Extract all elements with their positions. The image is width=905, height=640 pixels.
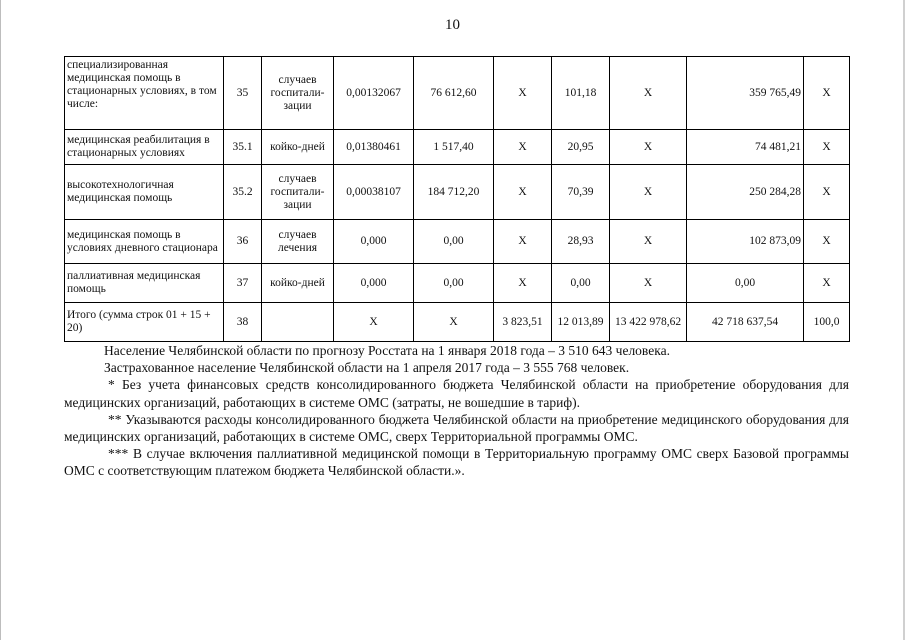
row-cell: 0,00 bbox=[414, 264, 494, 303]
row-cell: 184 712,20 bbox=[414, 165, 494, 220]
footnote-3: *** В случае включения паллиативной медицинской помощи в Территориальную программу ОМС сверх Базовой программы ОМС с соответствующим платежом бюджета Челябинской области.». bbox=[64, 446, 849, 479]
population-note: Население Челябинской области по прогнозу Росстата на 1 января 2018 года – 3 510 643 человека. bbox=[104, 343, 670, 358]
row-cell: 0,000 bbox=[334, 264, 414, 303]
table-row bbox=[65, 264, 850, 303]
scan-edge-left bbox=[0, 0, 1, 640]
row-unit bbox=[262, 303, 334, 342]
row-unit: случаев госпитали-зации bbox=[262, 165, 334, 220]
row-code: 36 bbox=[224, 220, 262, 264]
row-cell: 0,01380461 bbox=[334, 130, 414, 165]
row-cell: X bbox=[610, 165, 687, 220]
row-cell: 70,39 bbox=[552, 165, 610, 220]
table-row bbox=[65, 130, 850, 165]
row-cell: X bbox=[414, 303, 494, 342]
row-name: паллиативная медицинская помощь bbox=[65, 264, 224, 303]
row-name: Итого (сумма строк 01 + 15 + 20) bbox=[65, 303, 224, 342]
row-cell: 359 765,49 bbox=[687, 57, 804, 130]
row-unit: случаев лечения bbox=[262, 220, 334, 264]
row-cell: 0,000 bbox=[334, 220, 414, 264]
row-cell: 74 481,21 bbox=[687, 130, 804, 165]
row-name: медицинская помощь в условиях дневного стационара bbox=[65, 220, 224, 264]
row-code: 35.1 bbox=[224, 130, 262, 165]
row-cell: X bbox=[610, 264, 687, 303]
row-cell: 12 013,89 bbox=[552, 303, 610, 342]
row-cell: 250 284,28 bbox=[687, 165, 804, 220]
row-cell: X bbox=[804, 264, 850, 303]
row-cell: 101,18 bbox=[552, 57, 610, 130]
row-cell: 76 612,60 bbox=[414, 57, 494, 130]
row-cell: X bbox=[610, 130, 687, 165]
row-cell: X bbox=[494, 220, 552, 264]
row-unit: койко-дней bbox=[262, 130, 334, 165]
row-name: высокотехнологичная медицинская помощь bbox=[65, 165, 224, 220]
row-cell: X bbox=[610, 220, 687, 264]
row-cell: 13 422 978,62 bbox=[610, 303, 687, 342]
row-name: медицинская реабилитация в стационарных условиях bbox=[65, 130, 224, 165]
row-cell: X bbox=[610, 57, 687, 130]
footnote-2: ** Указываются расходы консолидированного бюджета Челябинской области на приобретение медицинского оборудования для медицинских организаций, работающих в системе ОМС, сверх Территориальной программы ОМС. bbox=[64, 411, 849, 445]
notes-block bbox=[64, 342, 849, 480]
row-unit: койко-дней bbox=[262, 264, 334, 303]
row-code: 37 bbox=[224, 264, 262, 303]
footnote-1: * Без учета финансовых средств консолидированного бюджета Челябинской области на приобретение оборудования для медицинских организаций, работающих в системе ОМС (затраты, не вошедшие в тариф). bbox=[64, 377, 849, 410]
row-cell: 3 823,51 bbox=[494, 303, 552, 342]
table-row bbox=[65, 220, 850, 264]
row-cell: 1 517,40 bbox=[414, 130, 494, 165]
row-cell: 0,00 bbox=[687, 264, 804, 303]
row-cell: 42 718 637,54 bbox=[687, 303, 804, 342]
row-name: специализированная медицинская помощь в стационарных условиях, в том числе: bbox=[65, 57, 224, 130]
table-row-total bbox=[65, 303, 850, 342]
row-cell: X bbox=[804, 165, 850, 220]
tariff-table bbox=[64, 56, 850, 342]
row-code: 38 bbox=[224, 303, 262, 342]
row-cell: 102 873,09 bbox=[687, 220, 804, 264]
row-cell: X bbox=[334, 303, 414, 342]
table-row bbox=[65, 165, 850, 220]
row-unit: случаев госпитали-зации bbox=[262, 57, 334, 130]
row-cell: X bbox=[804, 57, 850, 130]
row-cell: 0,00132067 bbox=[334, 57, 414, 130]
insured-note: Застрахованное население Челябинской области на 1 апреля 2017 года – 3 555 768 человек. bbox=[104, 360, 630, 376]
row-cell: 20,95 bbox=[552, 130, 610, 165]
row-cell: X bbox=[494, 165, 552, 220]
row-cell: X bbox=[494, 57, 552, 130]
row-cell: 0,00 bbox=[414, 220, 494, 264]
row-cell: X bbox=[804, 220, 850, 264]
row-code: 35 bbox=[224, 57, 262, 130]
row-cell: 0,00 bbox=[552, 264, 610, 303]
page-number: 10 bbox=[445, 17, 460, 33]
row-cell: 0,00038107 bbox=[334, 165, 414, 220]
row-cell: 28,93 bbox=[552, 220, 610, 264]
row-cell: X bbox=[494, 130, 552, 165]
row-cell: 100,0 bbox=[804, 303, 850, 342]
row-cell: X bbox=[494, 264, 552, 303]
row-cell: X bbox=[804, 130, 850, 165]
row-code: 35.2 bbox=[224, 165, 262, 220]
table-row bbox=[65, 57, 850, 130]
